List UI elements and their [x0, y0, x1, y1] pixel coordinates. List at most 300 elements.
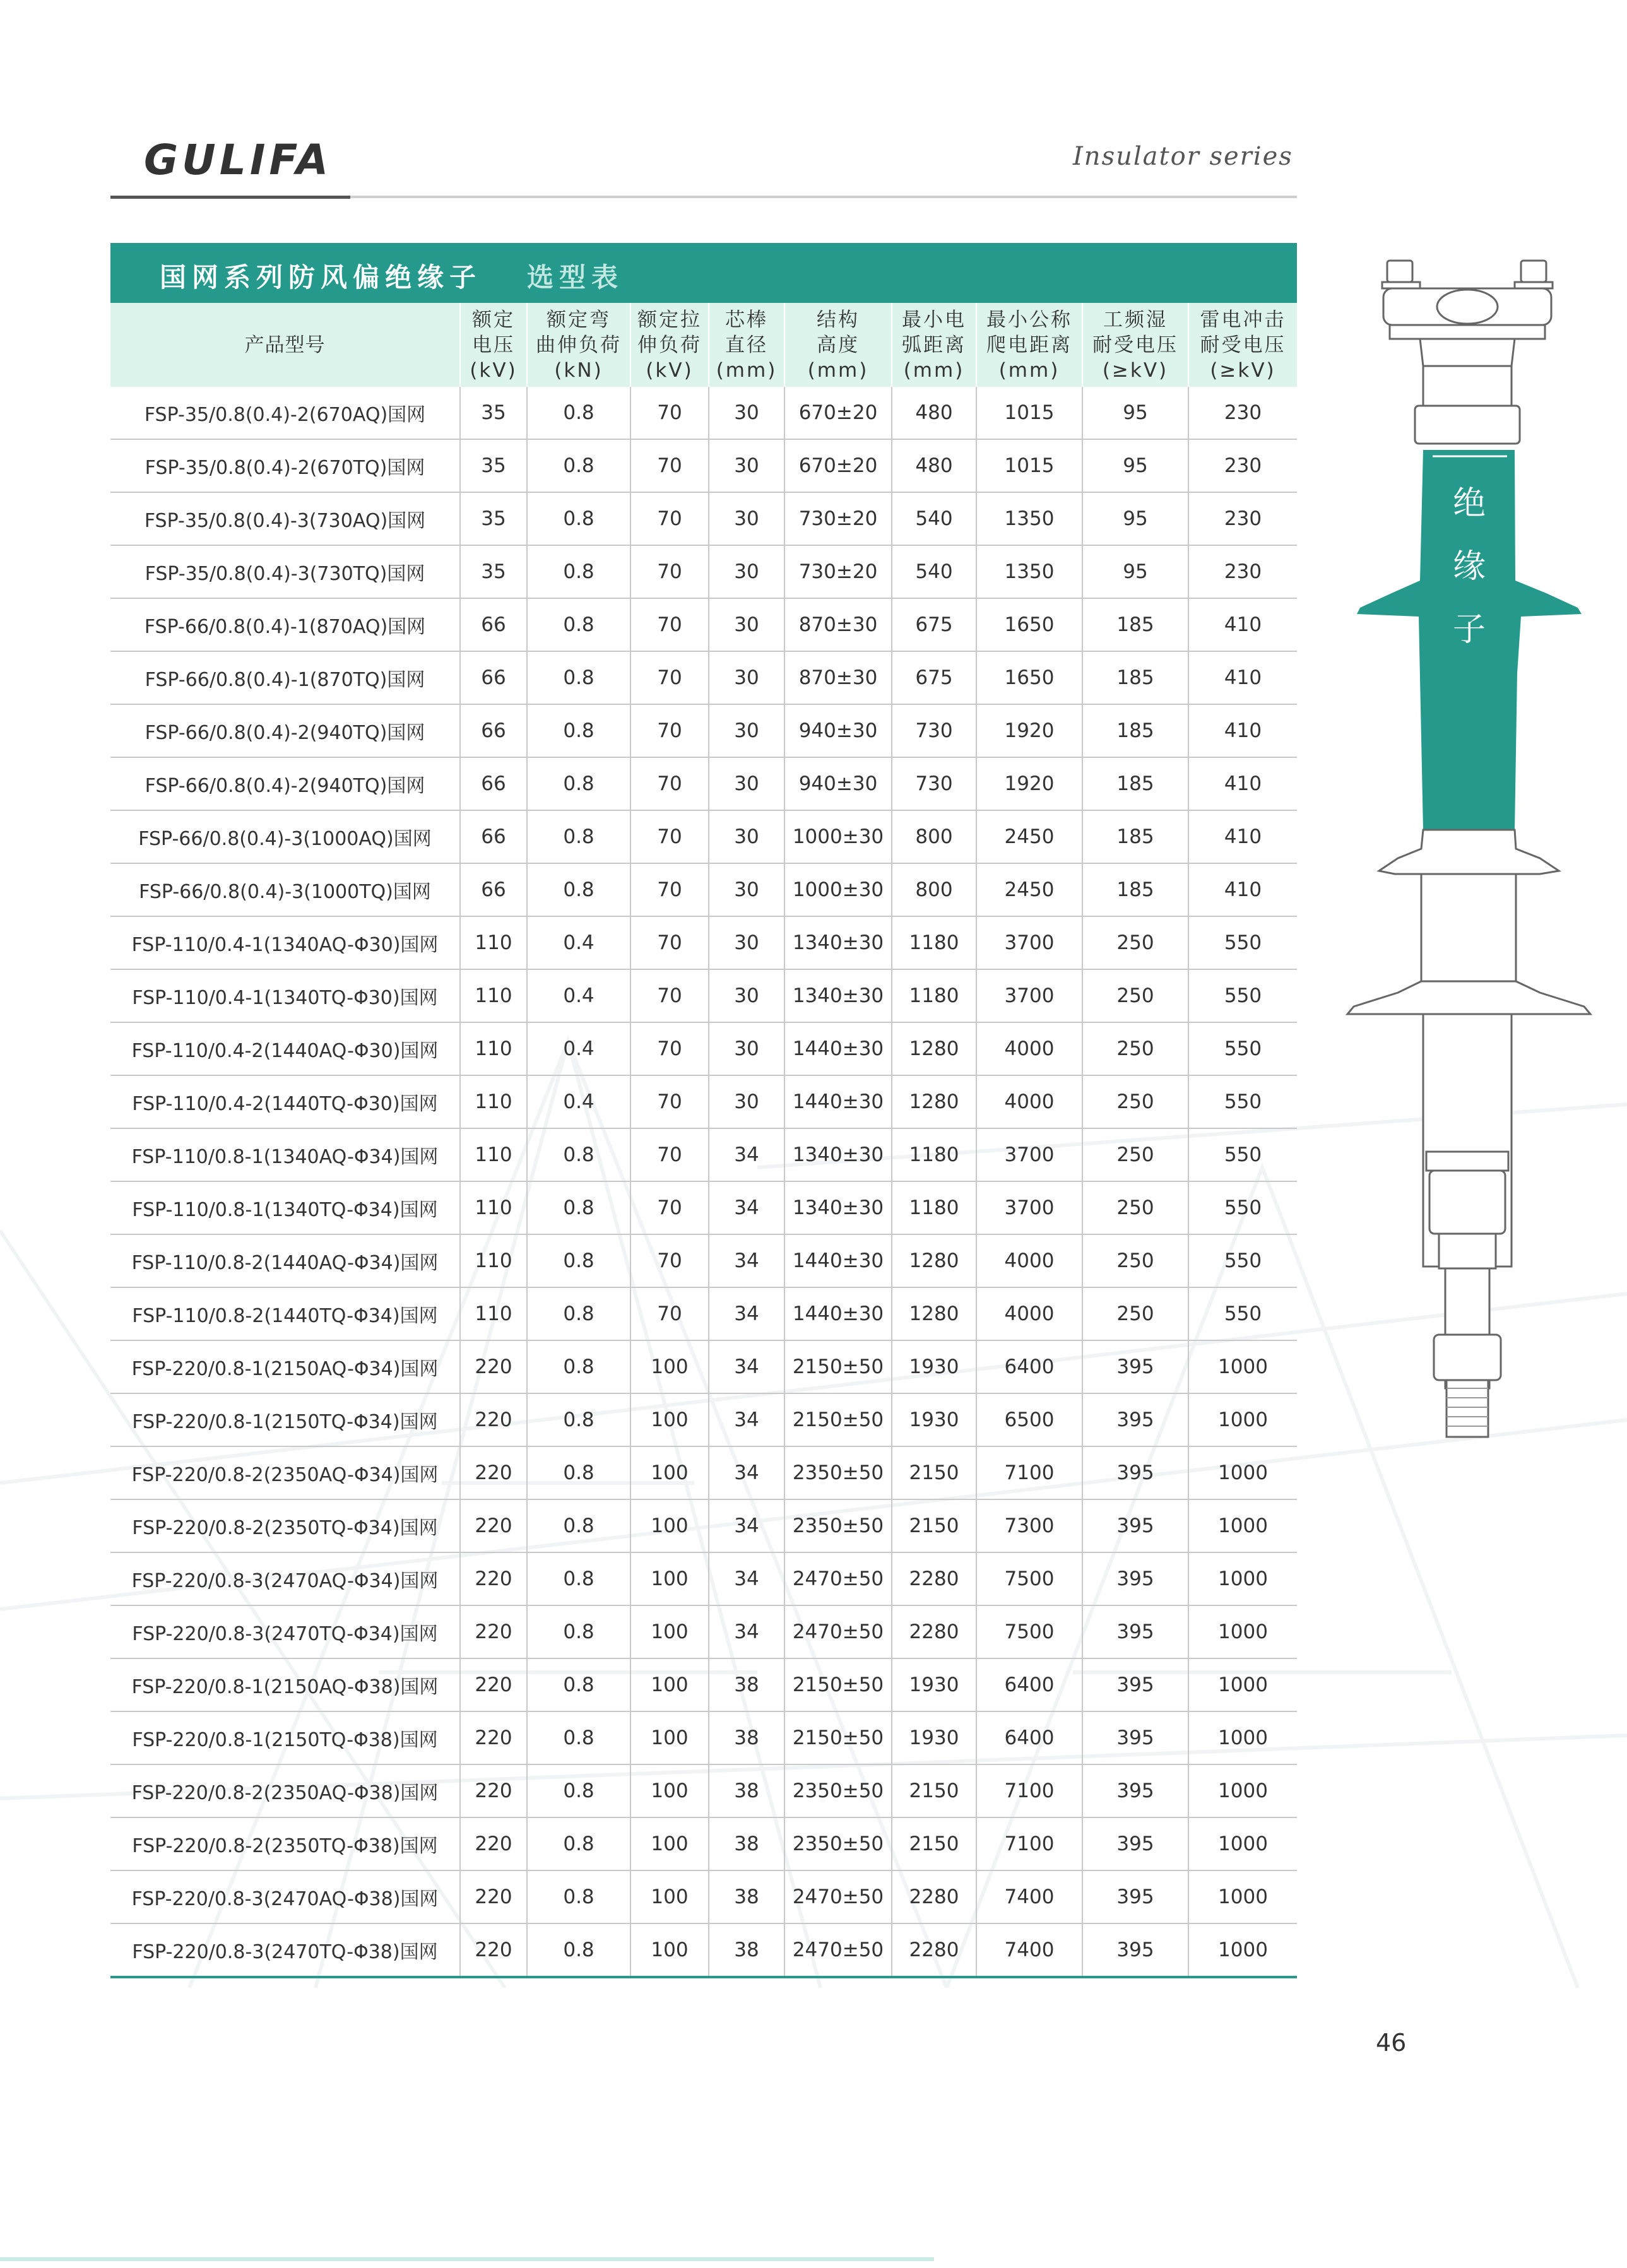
cell-power-frequency-wet: 185 — [1082, 757, 1188, 810]
cell-arc-distance: 2150 — [892, 1817, 976, 1870]
cell-rated-voltage: 220 — [460, 1817, 527, 1870]
cell-lightning-impulse: 1000 — [1188, 1605, 1297, 1658]
cell-bending-load: 0.8 — [527, 1764, 630, 1817]
cell-creepage-distance: 4000 — [976, 1022, 1082, 1075]
cell-tensile-load: 100 — [630, 1658, 709, 1711]
cell-bending-load: 0.8 — [527, 1499, 630, 1552]
header-lightning-impulse: 雷电冲击 耐受电压 (≥kV) — [1188, 303, 1297, 387]
cell-arc-distance: 2280 — [892, 1870, 976, 1923]
cell-rated-voltage: 66 — [460, 757, 527, 810]
cell-power-frequency-wet: 95 — [1082, 387, 1188, 439]
cell-tensile-load: 70 — [630, 598, 709, 651]
cell-rated-voltage: 35 — [460, 387, 527, 439]
cell-bending-load: 0.8 — [527, 439, 630, 492]
header-rated-voltage: 额定 电压 (kV) — [460, 303, 527, 387]
cell-rated-voltage: 220 — [460, 1870, 527, 1923]
cell-arc-distance: 2150 — [892, 1499, 976, 1552]
cell-lightning-impulse: 230 — [1188, 545, 1297, 598]
cell-core-diameter: 30 — [709, 545, 784, 598]
cell-creepage-distance: 1920 — [976, 757, 1082, 810]
cell-core-diameter: 34 — [709, 1128, 784, 1181]
cell-structure-height: 1340±30 — [784, 916, 892, 969]
header-creepage-distance: 最小公称 爬电距离 (mm) — [976, 303, 1082, 387]
cell-creepage-distance: 3700 — [976, 1181, 1082, 1234]
cell-power-frequency-wet: 185 — [1082, 863, 1188, 916]
table-row — [110, 810, 1297, 863]
cell-structure-height: 670±20 — [784, 387, 892, 439]
cell-power-frequency-wet: 395 — [1082, 1393, 1188, 1446]
cell-arc-distance: 800 — [892, 810, 976, 863]
table-row — [110, 598, 1297, 651]
cell-core-diameter: 38 — [709, 1711, 784, 1764]
cell-arc-distance: 675 — [892, 651, 976, 704]
cell-tensile-load: 70 — [630, 757, 709, 810]
cell-power-frequency-wet: 250 — [1082, 969, 1188, 1022]
cell-power-frequency-wet: 185 — [1082, 651, 1188, 704]
cell-bending-load: 0.8 — [527, 1128, 630, 1181]
cell-core-diameter: 30 — [709, 810, 784, 863]
table-row — [110, 387, 1297, 439]
table-row — [110, 1605, 1297, 1658]
cell-bending-load: 0.8 — [527, 757, 630, 810]
cell-model: FSP-110/0.8-1(1340TQ-Φ34)国网 — [110, 1181, 460, 1234]
cell-rated-voltage: 66 — [460, 810, 527, 863]
cell-model: FSP-66/0.8(0.4)-2(940TQ)国网 — [110, 757, 460, 810]
cell-structure-height: 870±30 — [784, 598, 892, 651]
cell-creepage-distance: 1920 — [976, 704, 1082, 757]
cell-rated-voltage: 220 — [460, 1393, 527, 1446]
table-row — [110, 1128, 1297, 1181]
cell-bending-load: 0.8 — [527, 704, 630, 757]
cell-structure-height: 2350±50 — [784, 1446, 892, 1499]
insulator-label-char: 子 — [1452, 611, 1486, 649]
cell-lightning-impulse: 1000 — [1188, 1499, 1297, 1552]
cell-rated-voltage: 220 — [460, 1764, 527, 1817]
cell-arc-distance: 1280 — [892, 1234, 976, 1287]
cell-arc-distance: 2280 — [892, 1552, 976, 1605]
cell-tensile-load: 100 — [630, 1393, 709, 1446]
table-row — [110, 1075, 1297, 1128]
cell-model: FSP-220/0.8-3(2470AQ-Φ34)国网 — [110, 1552, 460, 1605]
cell-core-diameter: 30 — [709, 492, 784, 545]
cell-creepage-distance: 7300 — [976, 1499, 1082, 1552]
cell-lightning-impulse: 1000 — [1188, 1446, 1297, 1499]
cell-lightning-impulse: 230 — [1188, 439, 1297, 492]
table-subtitle: 选型表 — [527, 262, 624, 293]
cell-tensile-load: 100 — [630, 1446, 709, 1499]
cell-bending-load: 0.8 — [527, 387, 630, 439]
table-row — [110, 1923, 1297, 1977]
table-row — [110, 863, 1297, 916]
cell-rated-voltage: 110 — [460, 1234, 527, 1287]
cell-lightning-impulse: 550 — [1188, 1022, 1297, 1075]
cell-arc-distance: 1930 — [892, 1711, 976, 1764]
cell-structure-height: 1000±30 — [784, 863, 892, 916]
cell-structure-height: 670±20 — [784, 439, 892, 492]
cell-structure-height: 2150±50 — [784, 1393, 892, 1446]
cell-rated-voltage: 35 — [460, 545, 527, 598]
cell-tensile-load: 70 — [630, 704, 709, 757]
cell-bending-load: 0.8 — [527, 545, 630, 598]
cell-arc-distance: 1180 — [892, 916, 976, 969]
cell-bending-load: 0.8 — [527, 1446, 630, 1499]
cell-model: FSP-220/0.8-1(2150AQ-Φ34)国网 — [110, 1340, 460, 1393]
table-header-row — [110, 303, 1297, 387]
cell-rated-voltage: 220 — [460, 1446, 527, 1499]
cell-creepage-distance: 7400 — [976, 1923, 1082, 1977]
cell-core-diameter: 34 — [709, 1605, 784, 1658]
table-row — [110, 1340, 1297, 1393]
cell-model: FSP-220/0.8-3(2470TQ-Φ34)国网 — [110, 1605, 460, 1658]
cell-lightning-impulse: 410 — [1188, 704, 1297, 757]
cell-structure-height: 1340±30 — [784, 1181, 892, 1234]
cell-power-frequency-wet: 95 — [1082, 439, 1188, 492]
cell-tensile-load: 70 — [630, 1287, 709, 1340]
cell-core-diameter: 34 — [709, 1499, 784, 1552]
cell-arc-distance: 2280 — [892, 1605, 976, 1658]
cell-creepage-distance: 3700 — [976, 1128, 1082, 1181]
cell-lightning-impulse: 410 — [1188, 810, 1297, 863]
cell-rated-voltage: 220 — [460, 1499, 527, 1552]
cell-lightning-impulse: 550 — [1188, 1287, 1297, 1340]
cell-power-frequency-wet: 185 — [1082, 704, 1188, 757]
cell-rated-voltage: 66 — [460, 863, 527, 916]
cell-bending-load: 0.8 — [527, 863, 630, 916]
cell-creepage-distance: 1350 — [976, 545, 1082, 598]
cell-creepage-distance: 7100 — [976, 1446, 1082, 1499]
cell-model: FSP-66/0.8(0.4)-1(870TQ)国网 — [110, 651, 460, 704]
table-row — [110, 757, 1297, 810]
table-row — [110, 1022, 1297, 1075]
cell-rated-voltage: 66 — [460, 704, 527, 757]
cell-rated-voltage: 220 — [460, 1711, 527, 1764]
cell-arc-distance: 730 — [892, 704, 976, 757]
cell-arc-distance: 1280 — [892, 1287, 976, 1340]
cell-model: FSP-110/0.4-1(1340TQ-Φ30)国网 — [110, 969, 460, 1022]
cell-bending-load: 0.8 — [527, 1658, 630, 1711]
cell-structure-height: 1440±30 — [784, 1234, 892, 1287]
cell-arc-distance: 1280 — [892, 1075, 976, 1128]
cell-creepage-distance: 6400 — [976, 1711, 1082, 1764]
table-title: 国网系列防风偏绝缘子 — [160, 262, 482, 293]
cell-rated-voltage: 220 — [460, 1340, 527, 1393]
cell-bending-load: 0.8 — [527, 810, 630, 863]
cell-tensile-load: 100 — [630, 1711, 709, 1764]
cell-arc-distance: 540 — [892, 545, 976, 598]
cell-rated-voltage: 220 — [460, 1605, 527, 1658]
cell-lightning-impulse: 1000 — [1188, 1340, 1297, 1393]
cell-structure-height: 870±30 — [784, 651, 892, 704]
cell-tensile-load: 70 — [630, 1075, 709, 1128]
cell-bending-load: 0.8 — [527, 1923, 630, 1977]
cell-structure-height: 940±30 — [784, 757, 892, 810]
cell-arc-distance: 480 — [892, 387, 976, 439]
header-power-frequency-wet: 工频湿 耐受电压 (≥kV) — [1082, 303, 1188, 387]
cell-arc-distance: 2150 — [892, 1446, 976, 1499]
cell-tensile-load: 70 — [630, 651, 709, 704]
cell-creepage-distance: 6400 — [976, 1658, 1082, 1711]
cell-tensile-load: 100 — [630, 1499, 709, 1552]
header-core-diameter: 芯棒 直径 (mm) — [709, 303, 784, 387]
cell-arc-distance: 1180 — [892, 1128, 976, 1181]
cell-lightning-impulse: 550 — [1188, 916, 1297, 969]
cell-bending-load: 0.8 — [527, 492, 630, 545]
cell-core-diameter: 34 — [709, 1340, 784, 1393]
cell-tensile-load: 70 — [630, 439, 709, 492]
cell-bending-load: 0.8 — [527, 1340, 630, 1393]
cell-arc-distance: 1930 — [892, 1340, 976, 1393]
cell-model: FSP-66/0.8(0.4)-3(1000TQ)国网 — [110, 863, 460, 916]
cell-power-frequency-wet: 395 — [1082, 1923, 1188, 1977]
cell-core-diameter: 30 — [709, 916, 784, 969]
cell-arc-distance: 1930 — [892, 1393, 976, 1446]
cell-structure-height: 2150±50 — [784, 1340, 892, 1393]
selection-table — [110, 303, 1297, 1978]
cell-core-diameter: 34 — [709, 1181, 784, 1234]
cell-structure-height: 1440±30 — [784, 1075, 892, 1128]
cell-power-frequency-wet: 250 — [1082, 1234, 1188, 1287]
cell-core-diameter: 30 — [709, 598, 784, 651]
cell-power-frequency-wet: 250 — [1082, 916, 1188, 969]
table-row — [110, 969, 1297, 1022]
cell-core-diameter: 30 — [709, 1022, 784, 1075]
cell-power-frequency-wet: 250 — [1082, 1022, 1188, 1075]
cell-model: FSP-110/0.4-2(1440TQ-Φ30)国网 — [110, 1075, 460, 1128]
insulator-label-char: 缘 — [1452, 548, 1486, 586]
cell-bending-load: 0.8 — [527, 1181, 630, 1234]
cell-lightning-impulse: 550 — [1188, 1128, 1297, 1181]
cell-lightning-impulse: 1000 — [1188, 1393, 1297, 1446]
cell-rated-voltage: 110 — [460, 969, 527, 1022]
cell-power-frequency-wet: 395 — [1082, 1764, 1188, 1817]
cell-model: FSP-220/0.8-2(2350TQ-Φ34)国网 — [110, 1499, 460, 1552]
table-row — [110, 1499, 1297, 1552]
cell-tensile-load: 70 — [630, 1234, 709, 1287]
cell-structure-height: 2350±50 — [784, 1499, 892, 1552]
table-row — [110, 1711, 1297, 1764]
cell-structure-height: 1440±30 — [784, 1022, 892, 1075]
cell-creepage-distance: 1015 — [976, 439, 1082, 492]
cell-structure-height: 1440±30 — [784, 1287, 892, 1340]
cell-lightning-impulse: 1000 — [1188, 1552, 1297, 1605]
cell-core-diameter: 34 — [709, 1234, 784, 1287]
table-row — [110, 439, 1297, 492]
cell-creepage-distance: 7500 — [976, 1552, 1082, 1605]
cell-bending-load: 0.8 — [527, 598, 630, 651]
cell-creepage-distance: 7100 — [976, 1764, 1082, 1817]
cell-rated-voltage: 110 — [460, 1075, 527, 1128]
cell-creepage-distance: 3700 — [976, 916, 1082, 969]
cell-power-frequency-wet: 250 — [1082, 1128, 1188, 1181]
header-arc-distance: 最小电 弧距离 (mm) — [892, 303, 976, 387]
cell-lightning-impulse: 550 — [1188, 1181, 1297, 1234]
cell-power-frequency-wet: 395 — [1082, 1605, 1188, 1658]
cell-creepage-distance: 1650 — [976, 598, 1082, 651]
cell-power-frequency-wet: 395 — [1082, 1658, 1188, 1711]
cell-creepage-distance: 3700 — [976, 969, 1082, 1022]
table-title-bar — [110, 243, 1297, 303]
cell-core-diameter: 34 — [709, 1393, 784, 1446]
cell-bending-load: 0.8 — [527, 1234, 630, 1287]
cell-creepage-distance: 7400 — [976, 1870, 1082, 1923]
cell-lightning-impulse: 1000 — [1188, 1764, 1297, 1817]
cell-rated-voltage: 220 — [460, 1923, 527, 1977]
cell-core-diameter: 38 — [709, 1870, 784, 1923]
cell-power-frequency-wet: 395 — [1082, 1817, 1188, 1870]
cell-structure-height: 1000±30 — [784, 810, 892, 863]
cell-structure-height: 2470±50 — [784, 1552, 892, 1605]
cell-model: FSP-220/0.8-2(2350TQ-Φ38)国网 — [110, 1817, 460, 1870]
cell-power-frequency-wet: 250 — [1082, 1181, 1188, 1234]
cell-structure-height: 2150±50 — [784, 1658, 892, 1711]
cell-creepage-distance: 1350 — [976, 492, 1082, 545]
table-row — [110, 916, 1297, 969]
table-row — [110, 1446, 1297, 1499]
cell-model: FSP-220/0.8-3(2470AQ-Φ38)国网 — [110, 1870, 460, 1923]
cell-rated-voltage: 110 — [460, 1128, 527, 1181]
cell-model: FSP-110/0.8-2(1440TQ-Φ34)国网 — [110, 1287, 460, 1340]
cell-rated-voltage: 220 — [460, 1658, 527, 1711]
cell-arc-distance: 1180 — [892, 1181, 976, 1234]
cell-power-frequency-wet: 250 — [1082, 1075, 1188, 1128]
cell-rated-voltage: 110 — [460, 1287, 527, 1340]
cell-bending-load: 0.4 — [527, 1075, 630, 1128]
cell-lightning-impulse: 230 — [1188, 492, 1297, 545]
cell-lightning-impulse: 550 — [1188, 1234, 1297, 1287]
cell-rated-voltage: 110 — [460, 916, 527, 969]
cell-lightning-impulse: 1000 — [1188, 1817, 1297, 1870]
cell-creepage-distance: 7500 — [976, 1605, 1082, 1658]
cell-core-diameter: 38 — [709, 1817, 784, 1870]
cell-model: FSP-220/0.8-2(2350AQ-Φ38)国网 — [110, 1764, 460, 1817]
table-row — [110, 545, 1297, 598]
cell-lightning-impulse: 550 — [1188, 969, 1297, 1022]
cell-power-frequency-wet: 185 — [1082, 810, 1188, 863]
cell-tensile-load: 70 — [630, 545, 709, 598]
cell-tensile-load: 70 — [630, 916, 709, 969]
cell-rated-voltage: 66 — [460, 651, 527, 704]
cell-structure-height: 2350±50 — [784, 1817, 892, 1870]
cell-creepage-distance: 7100 — [976, 1817, 1082, 1870]
cell-structure-height: 1340±30 — [784, 969, 892, 1022]
footer-accent-line — [0, 2257, 934, 2261]
cell-arc-distance: 800 — [892, 863, 976, 916]
cell-tensile-load: 100 — [630, 1870, 709, 1923]
composite-insulator-icon — [1332, 249, 1622, 1448]
page-number: 46 — [1376, 2029, 1407, 2057]
cell-core-diameter: 30 — [709, 757, 784, 810]
cell-structure-height: 2470±50 — [784, 1923, 892, 1977]
cell-model: FSP-66/0.8(0.4)-1(870AQ)国网 — [110, 598, 460, 651]
cell-bending-load: 0.8 — [527, 1870, 630, 1923]
cell-tensile-load: 70 — [630, 863, 709, 916]
cell-bending-load: 0.8 — [527, 1817, 630, 1870]
cell-core-diameter: 30 — [709, 439, 784, 492]
table-row — [110, 492, 1297, 545]
cell-creepage-distance: 4000 — [976, 1287, 1082, 1340]
table-row — [110, 1234, 1297, 1287]
cell-structure-height: 940±30 — [784, 704, 892, 757]
cell-power-frequency-wet: 395 — [1082, 1711, 1188, 1764]
cell-rated-voltage: 35 — [460, 492, 527, 545]
cell-tensile-load: 100 — [630, 1817, 709, 1870]
cell-model: FSP-35/0.8(0.4)-3(730AQ)国网 — [110, 492, 460, 545]
cell-model: FSP-35/0.8(0.4)-3(730TQ)国网 — [110, 545, 460, 598]
cell-model: FSP-110/0.8-1(1340AQ-Φ34)国网 — [110, 1128, 460, 1181]
cell-tensile-load: 100 — [630, 1605, 709, 1658]
cell-power-frequency-wet: 395 — [1082, 1870, 1188, 1923]
cell-power-frequency-wet: 185 — [1082, 598, 1188, 651]
cell-power-frequency-wet: 95 — [1082, 492, 1188, 545]
cell-bending-load: 0.8 — [527, 1711, 630, 1764]
cell-tensile-load: 70 — [630, 1181, 709, 1234]
cell-model: FSP-220/0.8-3(2470TQ-Φ38)国网 — [110, 1923, 460, 1977]
table-row — [110, 1870, 1297, 1923]
cell-bending-load: 0.4 — [527, 969, 630, 1022]
cell-tensile-load: 100 — [630, 1552, 709, 1605]
cell-core-diameter: 34 — [709, 1552, 784, 1605]
cell-arc-distance: 480 — [892, 439, 976, 492]
cell-arc-distance: 2280 — [892, 1923, 976, 1977]
cell-rated-voltage: 35 — [460, 439, 527, 492]
cell-arc-distance: 730 — [892, 757, 976, 810]
cell-power-frequency-wet: 395 — [1082, 1499, 1188, 1552]
cell-model: FSP-110/0.4-2(1440AQ-Φ30)国网 — [110, 1022, 460, 1075]
cell-rated-voltage: 66 — [460, 598, 527, 651]
cell-core-diameter: 30 — [709, 704, 784, 757]
cell-creepage-distance: 2450 — [976, 863, 1082, 916]
table-body — [110, 387, 1297, 1977]
cell-arc-distance: 1280 — [892, 1022, 976, 1075]
cell-core-diameter: 30 — [709, 969, 784, 1022]
cell-model: FSP-220/0.8-1(2150TQ-Φ38)国网 — [110, 1711, 460, 1764]
series-label: Insulator series — [1073, 142, 1293, 171]
cell-bending-load: 0.4 — [527, 1022, 630, 1075]
cell-structure-height: 1340±30 — [784, 1128, 892, 1181]
cell-model: FSP-66/0.8(0.4)-3(1000AQ)国网 — [110, 810, 460, 863]
cell-lightning-impulse: 1000 — [1188, 1658, 1297, 1711]
table-row — [110, 1287, 1297, 1340]
cell-core-diameter: 34 — [709, 1287, 784, 1340]
header-structure-height: 结构 高度 (mm) — [784, 303, 892, 387]
cell-lightning-impulse: 410 — [1188, 757, 1297, 810]
cell-tensile-load: 70 — [630, 969, 709, 1022]
cell-rated-voltage: 110 — [460, 1181, 527, 1234]
table-row — [110, 704, 1297, 757]
cell-core-diameter: 38 — [709, 1764, 784, 1817]
header-bending-load: 额定弯 曲伸负荷 (kN) — [527, 303, 630, 387]
cell-structure-height: 730±20 — [784, 492, 892, 545]
cell-power-frequency-wet: 95 — [1082, 545, 1188, 598]
cell-lightning-impulse: 410 — [1188, 598, 1297, 651]
cell-core-diameter: 30 — [709, 387, 784, 439]
cell-arc-distance: 1930 — [892, 1658, 976, 1711]
cell-rated-voltage: 220 — [460, 1552, 527, 1605]
cell-structure-height: 2470±50 — [784, 1605, 892, 1658]
cell-arc-distance: 1180 — [892, 969, 976, 1022]
cell-power-frequency-wet: 395 — [1082, 1552, 1188, 1605]
table-row — [110, 1764, 1297, 1817]
cell-core-diameter: 38 — [709, 1923, 784, 1977]
cell-structure-height: 2350±50 — [784, 1764, 892, 1817]
cell-lightning-impulse: 230 — [1188, 387, 1297, 439]
cell-tensile-load: 100 — [630, 1764, 709, 1817]
cell-core-diameter: 38 — [709, 1658, 784, 1711]
table-row — [110, 1817, 1297, 1870]
cell-creepage-distance: 4000 — [976, 1075, 1082, 1128]
cell-core-diameter: 30 — [709, 863, 784, 916]
cell-lightning-impulse: 550 — [1188, 1075, 1297, 1128]
